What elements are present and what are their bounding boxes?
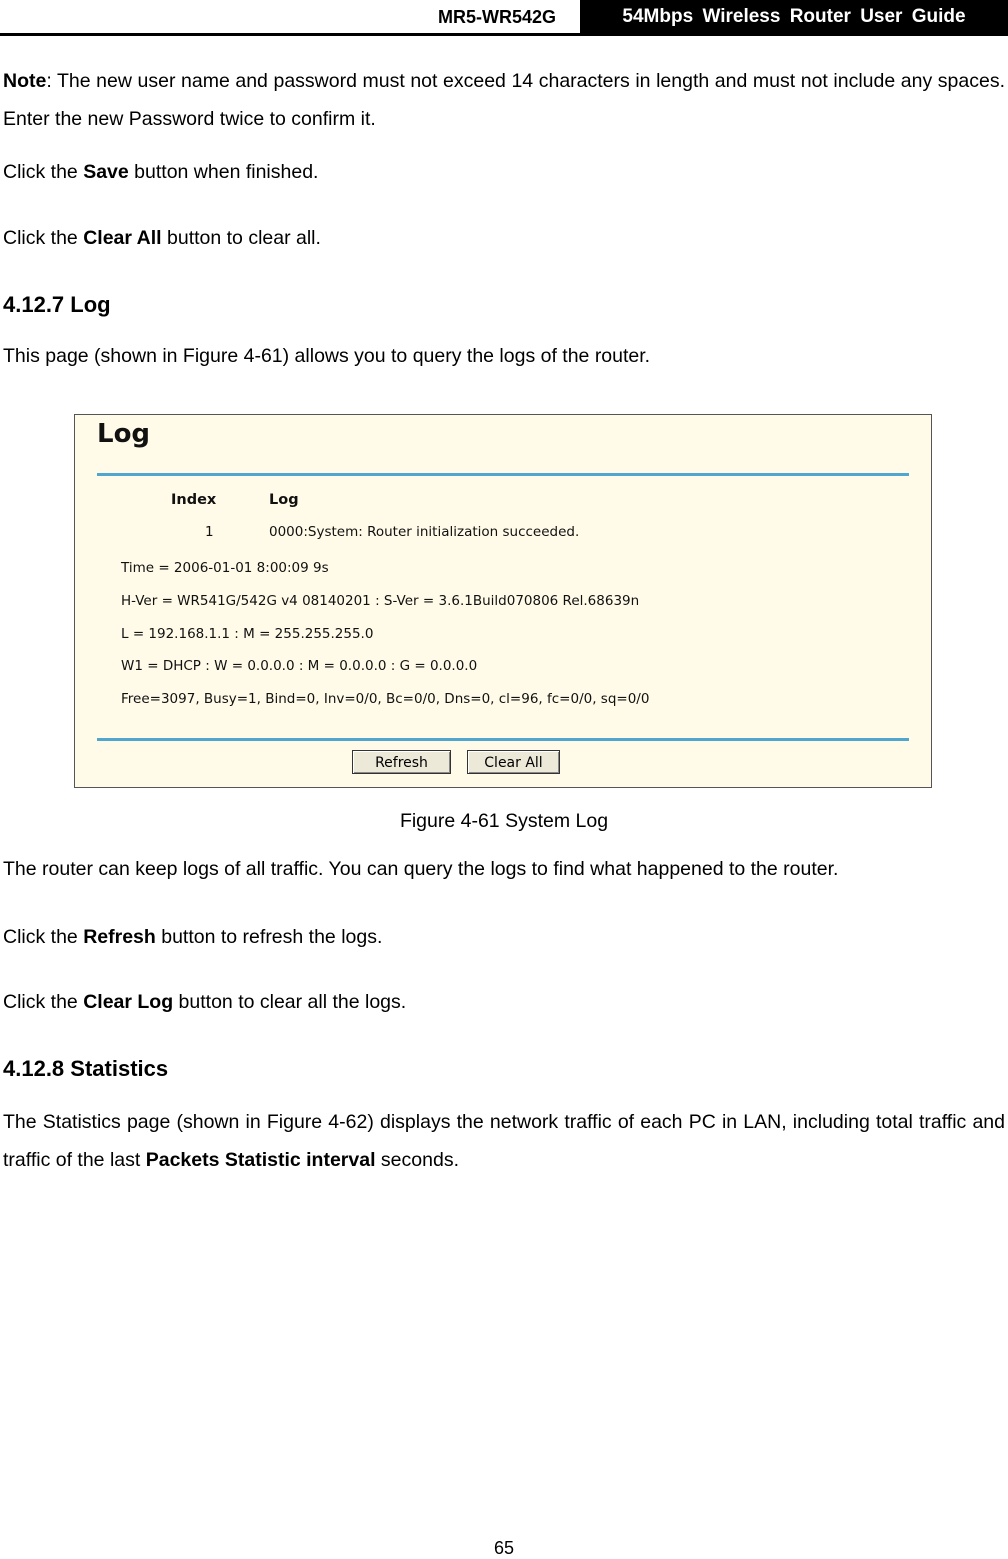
note-text: : The new user name and password must not exceed 14 characters in length and must not include any spaces. Enter the new Password twice to confirm it.: [3, 70, 1005, 130]
col-header-log: Log: [269, 492, 299, 508]
col-header-index: Index: [171, 492, 217, 508]
log-figure: [74, 414, 932, 788]
clearlog-instruction: [3, 990, 406, 1014]
refresh-post: button to refresh the logs.: [155, 926, 383, 948]
figure-title: Log: [97, 419, 151, 449]
save-pre: Click the: [3, 161, 84, 183]
section-stats-text: [3, 1103, 1005, 1179]
refresh-pre: Click the: [3, 926, 84, 948]
log-row-entry: 0000:System: Router initialization succeeded.: [269, 524, 580, 540]
section-stats-heading: 4.12.8 Statistics: [3, 1056, 169, 1081]
info-version: H-Ver = WR541G/542G v4 08140201 : S-Ver = 3.6.1Build070806 Rel.68639n: [121, 593, 640, 609]
note-paragraph: [3, 62, 1005, 138]
info-wan: W1 = DHCP : W = 0.0.0.0 : M = 0.0.0.0 : G = 0.0.0.0: [121, 658, 478, 674]
section-log-intro: This page (shown in Figure 4-61) allows you to query the logs of the router.: [3, 345, 651, 367]
figure-bottom-divider: [97, 738, 909, 741]
stats-bold: Packets Statistic interval: [145, 1149, 376, 1171]
clear-post: button to clear all.: [161, 227, 321, 249]
save-post: button when finished.: [128, 161, 319, 183]
header-model: MR5-WR542G: [437, 7, 557, 27]
save-instruction: [3, 160, 318, 184]
stats-pre: The Statistics page (shown in Figure 4-62) displays the network traffic of each PC in LAN, including total traffic and traffic of the last: [3, 1111, 1005, 1171]
save-bold: Save: [83, 161, 129, 183]
note-label: Note: [3, 70, 47, 92]
stats-post: seconds.: [375, 1149, 459, 1171]
page-number: 65: [493, 1538, 515, 1558]
clear-all-button[interactable]: Clear All: [467, 750, 560, 774]
info-stats: Free=3097, Busy=1, Bind=0, Inv=0/0, Bc=0/0, Dns=0, cl=96, fc=0/0, sq=0/0: [121, 691, 650, 707]
log-row-index: 1: [205, 524, 214, 540]
clearlog-bold: Clear Log: [83, 991, 174, 1013]
section-log-heading: 4.12.7 Log: [3, 292, 111, 317]
info-time: Time = 2006-01-01 8:00:09 9s: [121, 560, 329, 576]
refresh-button[interactable]: Refresh: [352, 750, 451, 774]
figure-caption: Figure 4-61 System Log: [399, 810, 609, 832]
clear-bold: Clear All: [83, 227, 162, 249]
figure-top-divider: [97, 473, 909, 476]
clearlog-post: button to clear all the logs.: [173, 991, 407, 1013]
refresh-instruction: [3, 925, 382, 949]
clearlog-pre: Click the: [3, 991, 84, 1013]
after-figure-text: The router can keep logs of all traffic. You can query the logs to find what happened to the router.: [3, 858, 839, 880]
header-rule: [0, 33, 1008, 36]
clear-pre: Click the: [3, 227, 84, 249]
clear-instruction: [3, 226, 321, 250]
header-title: 54Mbps Wireless Router User Guide: [580, 0, 1008, 34]
refresh-bold: Refresh: [83, 926, 156, 948]
info-lan: L = 192.168.1.1 : M = 255.255.255.0: [121, 626, 374, 642]
